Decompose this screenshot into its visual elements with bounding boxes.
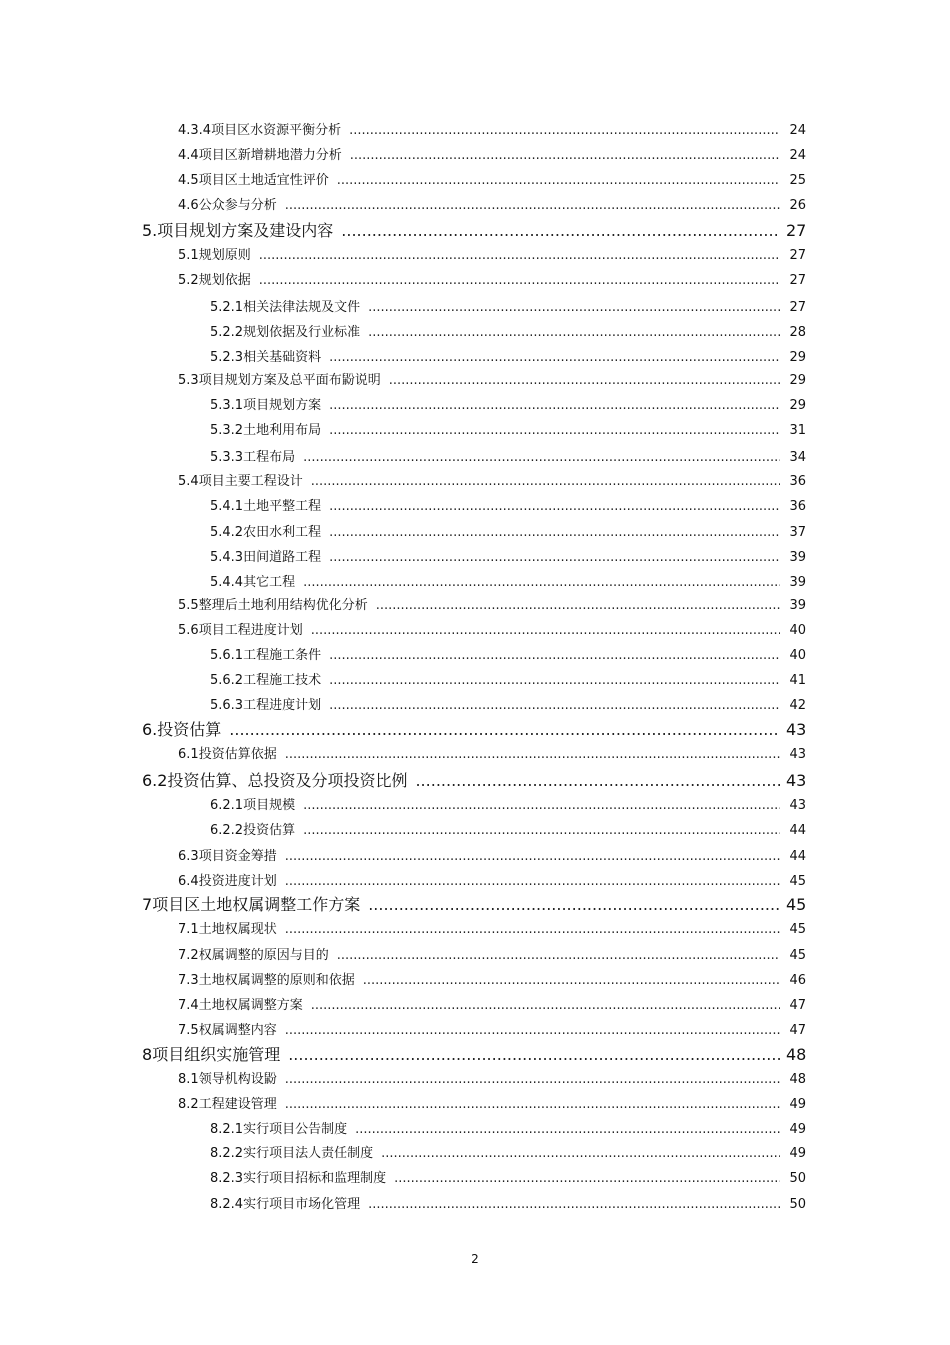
toc-entry-page: 50	[789, 1197, 806, 1212]
toc-entry-page: 27	[786, 221, 807, 240]
toc-entry-page: 27	[789, 248, 806, 263]
toc-entry[interactable]	[210, 346, 806, 365]
toc-entry-number: 5.6	[178, 623, 199, 638]
toc-entry-title: 权属调整内容	[198, 1023, 277, 1038]
toc-entry[interactable]	[210, 1167, 806, 1186]
dot-leader	[285, 198, 780, 213]
toc-entry[interactable]	[178, 944, 806, 963]
dot-leader	[349, 123, 780, 138]
toc-entry-page: 45	[789, 948, 806, 963]
toc-entry-number: 7.2	[178, 948, 199, 963]
toc-entry-title: 规划依据	[198, 273, 251, 288]
toc-entry-title: 投资估算依据	[198, 747, 277, 762]
toc-entry-number: 8.2.4	[210, 1197, 244, 1212]
toc-entry-number: 6.2	[142, 771, 168, 790]
dot-leader	[311, 998, 780, 1013]
toc-entry[interactable]	[178, 1068, 806, 1087]
toc-entry[interactable]	[210, 419, 806, 438]
toc-entry-page: 43	[786, 720, 807, 739]
toc-entry[interactable]	[178, 470, 806, 489]
toc-entry-title: 土地权属调整方案	[198, 998, 303, 1013]
toc-entry-number: 6.3	[178, 849, 199, 864]
toc-entry-number: 5.6.2	[210, 673, 244, 688]
toc-entry[interactable]	[178, 119, 806, 138]
dot-leader	[329, 698, 780, 713]
toc-entry-page: 24	[789, 148, 806, 163]
toc-entry[interactable]	[142, 892, 806, 915]
toc-entry-title: 土地权属现状	[198, 922, 277, 937]
toc-entry-title: 土地利用布局	[243, 423, 322, 438]
toc-entry-page: 36	[789, 474, 806, 489]
toc-entry-page: 41	[789, 673, 806, 688]
toc-entry-page: 39	[789, 550, 806, 565]
toc-entry-number: 7.1	[178, 922, 199, 937]
toc-entry-page: 37	[789, 525, 806, 540]
toc-entry-number: 5.	[142, 221, 158, 240]
toc-entry-title: 项目规划方案及总平面布鼢说明	[198, 373, 381, 388]
dot-leader	[329, 550, 780, 565]
dot-leader	[229, 720, 780, 739]
dot-leader	[311, 623, 780, 638]
toc-entry-number: 8	[142, 1045, 153, 1064]
dot-leader	[329, 673, 780, 688]
toc-entry-title: 项目规划方案及建设内容	[157, 221, 334, 240]
toc-entry-page: 26	[789, 198, 806, 213]
toc-entry-page: 34	[789, 450, 806, 465]
toc-entry-title: 领导机构设鼢	[198, 1072, 277, 1087]
dot-leader	[303, 450, 780, 465]
dot-leader	[350, 148, 780, 163]
toc-entry[interactable]	[178, 1093, 806, 1112]
toc-entry[interactable]	[210, 495, 806, 514]
toc-entry-page: 45	[786, 895, 807, 914]
toc-entry-page: 43	[789, 747, 806, 762]
toc-entry-number: 7.5	[178, 1023, 199, 1038]
toc-entry-title: 土地权属调整的原则和依据	[198, 973, 355, 988]
toc-entry-page: 44	[789, 823, 806, 838]
toc-entry-title: 项目组织实施管理	[152, 1045, 281, 1064]
toc-entry-page: 47	[789, 998, 806, 1013]
toc-entry-page: 27	[789, 273, 806, 288]
toc-entry[interactable]	[210, 546, 806, 565]
toc-entry-title: 实行项目市场化管理	[243, 1197, 361, 1212]
toc-entry-title: 项目规划方案	[243, 398, 322, 413]
toc-entry[interactable]	[210, 669, 806, 688]
dot-leader	[288, 1045, 780, 1064]
toc-entry-number: 5.6.1	[210, 648, 244, 663]
toc-entry-number: 6.1	[178, 747, 199, 762]
dot-leader	[337, 173, 780, 188]
dot-leader	[394, 1171, 780, 1186]
toc-entry-title: 实行项目法人责任制度	[243, 1146, 374, 1161]
toc-entry-title: 工程进度计划	[243, 698, 322, 713]
toc-entry-number: 4.3.4	[178, 123, 212, 138]
toc-entry-title: 工程施工条件	[243, 648, 322, 663]
toc-entry-number: 5.3.3	[210, 450, 244, 465]
toc-entry-number: 5.4.1	[210, 499, 244, 514]
dot-leader	[341, 221, 780, 240]
toc-entry-title: 项目主要工程设计	[198, 474, 303, 489]
toc-entry-title: 项目规模	[243, 798, 296, 813]
toc-entry-page: 47	[789, 1023, 806, 1038]
toc-entry-page: 44	[789, 849, 806, 864]
toc-entry-number: 5.3.2	[210, 423, 244, 438]
toc-entry-page: 28	[789, 325, 806, 340]
toc-entry[interactable]	[178, 994, 806, 1013]
toc-entry-number: 6.4	[178, 874, 199, 889]
dot-leader	[329, 350, 780, 365]
toc-entry-title: 其它工程	[243, 575, 296, 590]
toc-entry-number: 5.2.3	[210, 350, 244, 365]
toc-entry-title: 相关法律法规及文件	[243, 300, 361, 315]
dot-leader	[285, 747, 780, 762]
toc-entry[interactable]	[210, 296, 806, 315]
toc-entry-page: 39	[789, 598, 806, 613]
toc-entry-number: 5.3	[178, 373, 199, 388]
toc-entry-page: 46	[789, 973, 806, 988]
toc-entry-page: 31	[789, 423, 806, 438]
toc-entry-page: 45	[789, 922, 806, 937]
toc-entry[interactable]	[210, 446, 806, 465]
toc-entry[interactable]	[142, 1042, 806, 1065]
dot-leader	[259, 273, 780, 288]
toc-entry-number: 7.3	[178, 973, 199, 988]
toc-entry-page: 48	[789, 1072, 806, 1087]
toc-entry-title: 规划依据及行业标准	[243, 325, 361, 340]
toc-entry[interactable]	[178, 194, 806, 213]
toc-entry-number: 8.2.2	[210, 1146, 244, 1161]
toc-entry[interactable]	[210, 571, 806, 590]
toc-entry-number: 6.	[142, 720, 158, 739]
toc-entry-title: 投资估算	[243, 823, 296, 838]
toc-entry-page: 29	[789, 350, 806, 365]
toc-entry-page: 40	[789, 623, 806, 638]
dot-leader	[368, 1197, 780, 1212]
toc-entry[interactable]	[178, 845, 806, 864]
dot-leader	[381, 1146, 780, 1161]
toc-entry[interactable]	[178, 969, 806, 988]
toc-entry[interactable]	[178, 244, 806, 263]
toc-entry-page: 36	[789, 499, 806, 514]
dot-leader	[311, 474, 780, 489]
toc-entry-number: 7	[142, 895, 153, 914]
toc-entry[interactable]	[178, 594, 806, 613]
toc-entry[interactable]	[178, 743, 806, 762]
dot-leader	[285, 1072, 780, 1087]
dot-leader	[368, 325, 780, 340]
toc-entry-title: 投资进度计划	[198, 874, 277, 889]
toc-entry[interactable]	[210, 694, 806, 713]
toc-entry-title: 土地平整工程	[243, 499, 322, 514]
toc-entry-number: 4.6	[178, 198, 199, 213]
toc-entry[interactable]	[210, 1118, 806, 1137]
dot-leader	[303, 798, 780, 813]
toc-entry[interactable]	[210, 1142, 806, 1161]
toc-entry-title: 项目资金筹措	[198, 849, 277, 864]
toc-entry-number: 5.6.3	[210, 698, 244, 713]
dot-leader	[363, 973, 780, 988]
dot-leader	[329, 525, 780, 540]
toc-entry-title: 项目工程进度计划	[198, 623, 303, 638]
dot-leader	[368, 895, 780, 914]
toc-entry-number: 5.4.3	[210, 550, 244, 565]
toc-entry[interactable]	[210, 321, 806, 340]
toc-entry-page: 48	[786, 1045, 807, 1064]
toc-entry-title: 规划原则	[198, 248, 251, 263]
toc-entry-page: 29	[789, 398, 806, 413]
toc-entry[interactable]	[210, 794, 806, 813]
toc-entry-title: 项目区水资源平衡分析	[211, 123, 342, 138]
toc-entry-page: 40	[789, 648, 806, 663]
toc-entry[interactable]	[210, 1193, 806, 1212]
toc-entry-title: 投资估算、总投资及分项投资比例	[167, 771, 408, 790]
toc-entry[interactable]	[210, 394, 806, 413]
toc-entry[interactable]	[178, 870, 806, 889]
dot-leader	[303, 823, 780, 838]
toc-entry-number: 8.1	[178, 1072, 199, 1087]
toc-entry-number: 4.5	[178, 173, 199, 188]
toc-entry-number: 5.2.2	[210, 325, 244, 340]
toc-entry-page: 24	[789, 123, 806, 138]
toc-entry-page: 27	[789, 300, 806, 315]
dot-leader	[415, 771, 780, 790]
toc-entry-page: 25	[789, 173, 806, 188]
toc-entry-number: 5.2	[178, 273, 199, 288]
toc-entry[interactable]	[178, 269, 806, 288]
toc-entry-number: 8.2	[178, 1097, 199, 1112]
dot-leader	[285, 922, 780, 937]
toc-entry-title: 整理后土地利用结构优化分析	[198, 598, 368, 613]
dot-leader	[285, 849, 780, 864]
toc-entry[interactable]	[178, 1019, 806, 1038]
toc-entry-title: 工程建设管理	[198, 1097, 277, 1112]
toc-entry[interactable]	[210, 819, 806, 838]
dot-leader	[389, 373, 780, 388]
dot-leader	[368, 300, 780, 315]
toc-entry-title: 田间道路工程	[243, 550, 322, 565]
toc-entry-title: 工程施工技术	[243, 673, 322, 688]
toc-entry[interactable]	[178, 169, 806, 188]
dot-leader	[285, 1023, 780, 1038]
toc-entry-number: 5.3.1	[210, 398, 244, 413]
toc-entry[interactable]	[142, 768, 806, 791]
dot-leader	[355, 1122, 780, 1137]
toc-entry-page: 29	[789, 373, 806, 388]
dot-leader	[285, 1097, 780, 1112]
toc-entry[interactable]	[178, 369, 806, 388]
toc-entry-page: 42	[789, 698, 806, 713]
toc-entry[interactable]	[142, 218, 806, 241]
dot-leader	[376, 598, 780, 613]
dot-leader	[337, 948, 780, 963]
toc-entry-number: 5.4.2	[210, 525, 244, 540]
dot-leader	[259, 248, 780, 263]
toc-entry-number: 8.2.1	[210, 1122, 244, 1137]
toc-entry-number: 5.4	[178, 474, 199, 489]
toc-entry-page: 43	[786, 771, 807, 790]
toc-entry-number: 7.4	[178, 998, 199, 1013]
page-number: 2	[471, 1252, 479, 1266]
toc-entry-title: 相关基础资料	[243, 350, 322, 365]
toc-entry-title: 公众参与分析	[198, 198, 277, 213]
dot-leader	[285, 874, 780, 889]
toc-entry[interactable]	[178, 918, 806, 937]
toc-entry-page: 45	[789, 874, 806, 889]
toc-entry-title: 工程布局	[243, 450, 296, 465]
toc-entry-number: 5.2.1	[210, 300, 244, 315]
toc-entry-page: 50	[789, 1171, 806, 1186]
toc-entry-number: 4.4	[178, 148, 199, 163]
toc-entry[interactable]	[142, 717, 806, 740]
toc-entry-page: 39	[789, 575, 806, 590]
toc-entry[interactable]	[178, 144, 806, 163]
toc-entry-number: 5.4.4	[210, 575, 244, 590]
toc-entry-page: 49	[789, 1097, 806, 1112]
toc-entry-page: 43	[789, 798, 806, 813]
dot-leader	[329, 648, 780, 663]
toc-entry-title: 项目区土地权属调整工作方案	[152, 895, 361, 914]
toc-entry-number: 8.2.3	[210, 1171, 244, 1186]
toc-entry-number: 5.1	[178, 248, 199, 263]
toc-entry-title: 农田水利工程	[243, 525, 322, 540]
toc-entry-number: 6.2.1	[210, 798, 244, 813]
toc-entry-number: 6.2.2	[210, 823, 244, 838]
toc-entry[interactable]	[210, 644, 806, 663]
dot-leader	[329, 398, 780, 413]
toc-entry-title: 项目区土地适宜性评价	[198, 173, 329, 188]
toc-entry-title: 项目区新增耕地潜力分析	[198, 148, 342, 163]
toc-entry[interactable]	[178, 619, 806, 638]
toc-entry-title: 权属调整的原因与目的	[198, 948, 329, 963]
toc-entry[interactable]	[210, 521, 806, 540]
toc-entry-page: 49	[789, 1122, 806, 1137]
toc-entry-title: 实行项目招标和监理制度	[243, 1171, 387, 1186]
dot-leader	[329, 423, 780, 438]
toc-entry-title: 实行项目公告制度	[243, 1122, 348, 1137]
toc-entry-page: 49	[789, 1146, 806, 1161]
toc-entry-title: 投资估算	[157, 720, 222, 739]
toc-entry-number: 5.5	[178, 598, 199, 613]
dot-leader	[329, 499, 780, 514]
dot-leader	[303, 575, 780, 590]
